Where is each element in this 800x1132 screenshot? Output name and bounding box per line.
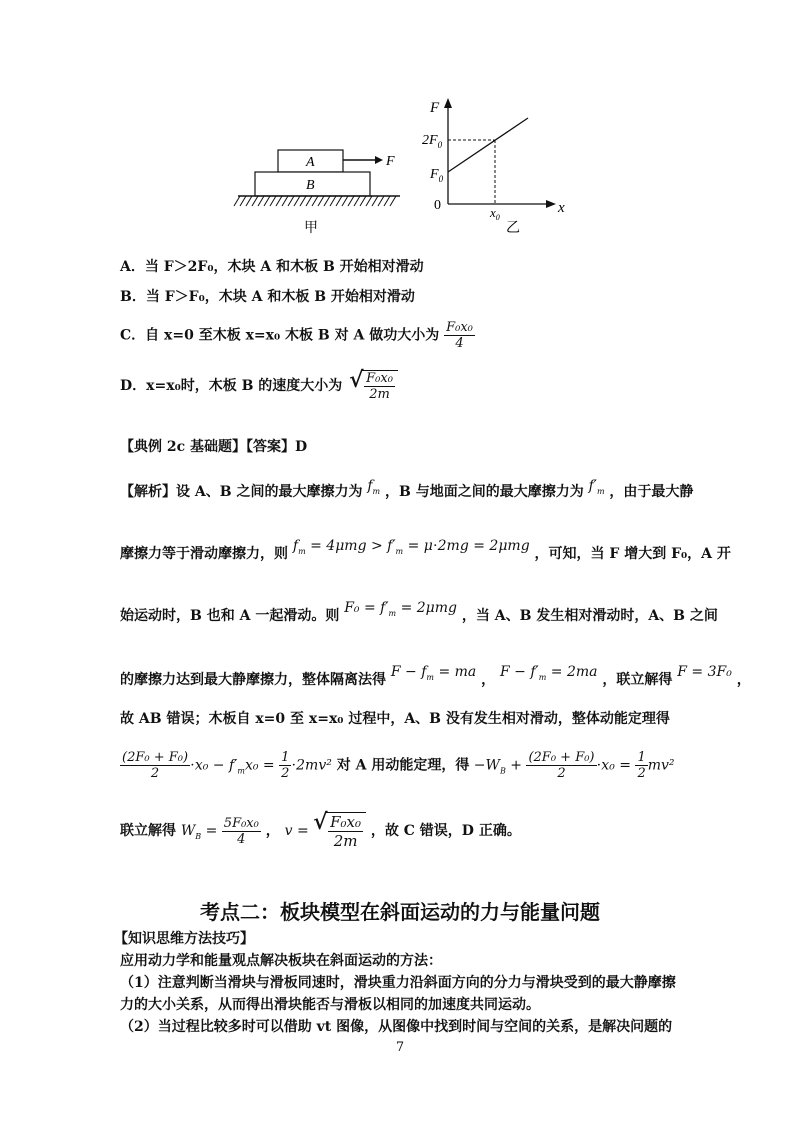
figure-caption-jia: 甲	[304, 220, 318, 236]
graph-tick-2f0: $2F_0$	[422, 133, 443, 150]
hatch-line	[276, 196, 282, 206]
x-axis-arrow	[546, 200, 556, 208]
hatch-line	[360, 196, 366, 206]
graph-zero: 0	[434, 198, 441, 213]
hatch-line	[288, 196, 294, 206]
hatch-line	[390, 196, 396, 206]
hatch-line	[324, 196, 330, 206]
option-c-fraction: $\frac{\text{F₀x₀}}{4}$	[446, 320, 473, 351]
hatch-line	[306, 196, 312, 206]
figure-yi-graph	[400, 92, 580, 242]
option-b: B．当 F＞F₀，木块 A 和木板 B 开始相对滑动	[120, 289, 415, 305]
analysis-line-6: $\frac{\text{(2F₀ + F₀)}}{2}$ $\cdot x_0 - f'_mx_0$ = $\frac{1}{2}$ ⋅2mv² 对 A 用动能定理，得 $-W_B$ + $\frac{\text{(2F₀ + F₀)}}{2}$ ⋅x₀ = $\frac{1}{2}$ mv²	[122, 750, 675, 781]
hatch-line	[294, 196, 300, 206]
hatch-line	[366, 196, 372, 206]
hatch-line	[264, 196, 270, 206]
option-d-sqrt: √ $\frac{\text{F₀x₀}}{2m}$	[361, 370, 398, 402]
hatch-line	[246, 196, 252, 206]
knowledge-header: 【知识思维方法技巧】	[114, 931, 254, 947]
ground-hatching	[234, 196, 396, 206]
option-d	[120, 370, 398, 402]
force-line	[448, 118, 528, 172]
hatch-line	[318, 196, 324, 206]
option-c	[120, 320, 475, 351]
hatch-line	[258, 196, 264, 206]
analysis-line-5: 故 AB 错误；木板自 x=0 至 x=x₀ 过程中，A、B 没有发生相对滑动，整体动能定理得	[120, 711, 670, 727]
analysis-line-2: 摩擦力等于滑动摩擦力，则 $f_m = 4\mu mg > f'_m = \mu\cdot 2mg = 2\mu mg$ ，可知，当 F 增大到 F₀，A 开	[120, 538, 731, 562]
graph-tick-x0: $x_0$	[490, 205, 500, 222]
figure-label-a: A	[306, 155, 315, 170]
analysis-line-4: 的摩擦力达到最大静摩擦力，整体隔离法得 $F - f_m$ = ma ， $F - f'_m = 2ma$ ，联立解得 F = 3F₀ ，	[120, 664, 751, 688]
hatch-line	[384, 196, 390, 206]
hatch-line	[348, 196, 354, 206]
figure-jia	[230, 140, 410, 240]
option-c-text: C．自 x=0 至木板 x=x₀ 木板 B 对 A 做功大小为	[120, 327, 440, 344]
graph-axis-f: F	[430, 100, 440, 116]
knowledge-paragraph-2: （1）注意判断当滑块与滑板同速时，滑块重力沿斜面方向的分力与滑块受到的最大静摩擦	[120, 975, 676, 991]
force-arrowhead	[375, 156, 383, 164]
analysis-line-7: 联立解得 $W_B$ = $\frac{\text{5F₀x₀}}{4}$ ， v = √ $\frac{\text{F₀x₀}}{2m}$ ，故 C 错误，D 正确。	[120, 812, 521, 850]
hatch-line	[282, 196, 288, 206]
hatch-line	[354, 196, 360, 206]
hatch-line	[240, 196, 246, 206]
knowledge-paragraph-3: 力的大小关系，从而得出滑块能否与滑板以相同的加速度共同运动。	[120, 997, 540, 1013]
hatch-line	[378, 196, 384, 206]
analysis-line-1: 【解析】设 A、B 之间的最大摩擦力为 $f_m$ ，B 与地面之间的最大摩擦力为 $f'_m$ ，由于最大静	[120, 478, 694, 500]
analysis-line-3: 始运动时，B 也和 A 一起滑动。则 $F_0 = f'_m = 2\mu mg$ ，当 A、B 发生相对滑动时，A、B 之间	[120, 600, 718, 624]
figure-label-b: B	[306, 178, 315, 193]
y-axis-arrow	[444, 98, 452, 108]
option-a: A．当 F＞2F₀，木块 A 和木板 B 开始相对滑动	[120, 259, 424, 275]
answer-header: 【典例 2c 基础题】【答案】D	[120, 439, 308, 455]
option-d-text: D．x=x₀时，木板 B 的速度大小为	[120, 378, 343, 394]
hatch-line	[336, 196, 342, 206]
hatch-line	[330, 196, 336, 206]
section-title: 考点二：板块模型在斜面运动的力与能量问题	[200, 900, 600, 924]
hatch-line	[234, 196, 240, 206]
hatch-line	[270, 196, 276, 206]
figure-caption-yi: 乙	[506, 220, 520, 236]
hatch-line	[342, 196, 348, 206]
hatch-line	[252, 196, 258, 206]
knowledge-paragraph-1: 应用动力学和能量观点解决板块在斜面运动的方法：	[120, 953, 442, 969]
hatch-line	[300, 196, 306, 206]
hatch-line	[372, 196, 378, 206]
figure-label-f: F	[386, 154, 395, 169]
page-number: 7	[395, 1040, 405, 1055]
graph-axis-x: x	[558, 200, 565, 216]
graph-tick-f0: $F_0$	[430, 167, 444, 184]
hatch-line	[312, 196, 318, 206]
knowledge-paragraph-4: （2）当过程比较多时可以借助 vt 图像，从图像中找到时间与空间的关系，是解决问题的	[120, 1019, 673, 1035]
